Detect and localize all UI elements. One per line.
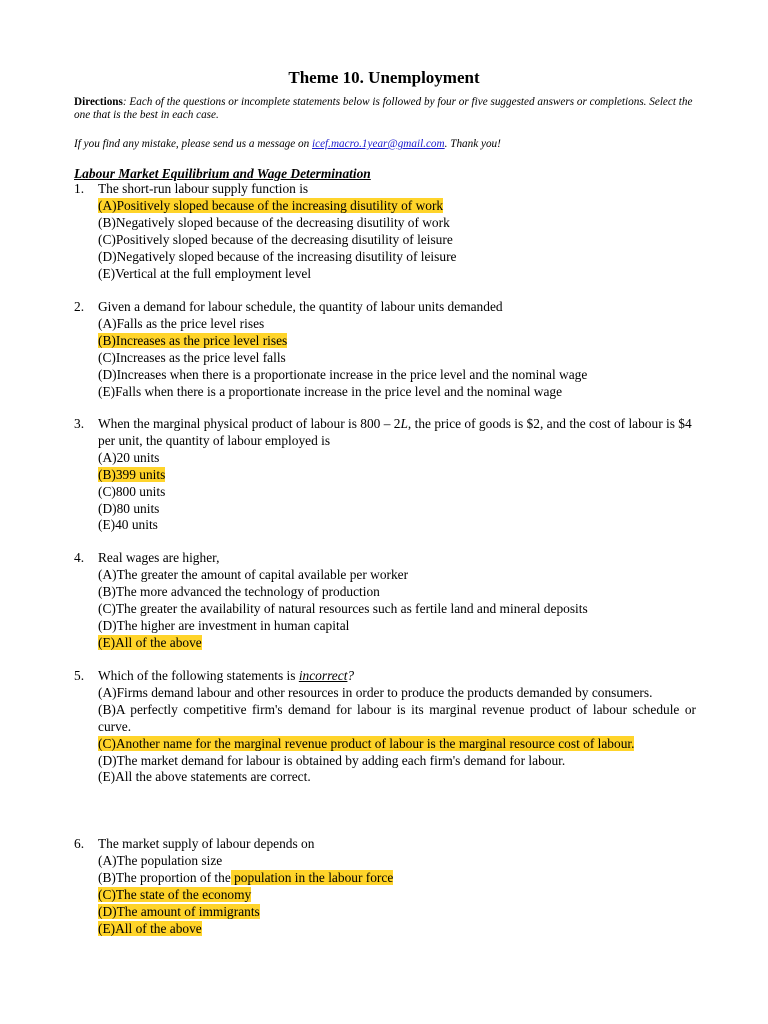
option-label: (E) [98, 265, 116, 281]
option-text: Increases when there is a proportionate increase in the price level and the nominal wage [116, 366, 588, 382]
option-text: The proportion of the [115, 869, 231, 885]
option-a [98, 316, 696, 333]
answer-highlight [98, 887, 251, 902]
stem-emphasis: incorrect [298, 668, 348, 683]
option-text: The greater the amount of capital available per worker [116, 566, 409, 582]
question-number: 6. [74, 836, 85, 851]
option-label: (B) [98, 701, 116, 717]
option-label: (B) [98, 869, 116, 885]
question-stem: Real wages are higher, [98, 550, 220, 565]
question-stem [98, 668, 696, 685]
option-text: The population size [116, 852, 223, 868]
option-text: Another name for the marginal revenue product of labour is the marginal resource cost of labour. [115, 735, 635, 751]
option-a [98, 853, 696, 870]
option-text: Falls as the price level rises [116, 315, 265, 331]
directions [74, 96, 694, 122]
option-label: (E) [98, 517, 116, 533]
option-text: 40 units [115, 517, 158, 533]
option-b [98, 467, 696, 484]
option-e [98, 635, 696, 652]
option-text: 80 units [116, 500, 160, 516]
option-b [98, 702, 696, 736]
directions-text: : Each of the questions or incomplete statements below is followed by four or five suggested answers or completions. Select the one that is the best in each case. [74, 96, 693, 121]
question-stem: Given a demand for labour schedule, the quantity of labour units demanded [98, 299, 503, 314]
mistake-note-after: . Thank you! [444, 138, 501, 150]
option-label: (A) [98, 315, 117, 331]
stem-variable: L [400, 416, 408, 431]
option-label: (E) [98, 634, 116, 650]
option-text: The amount of immigrants [116, 903, 260, 919]
option-text: 800 units [115, 483, 166, 499]
question-4 [74, 550, 696, 651]
question-stem: The market supply of labour depends on [98, 836, 315, 851]
option-label: (A) [98, 197, 117, 213]
option-b [98, 584, 696, 601]
section-title: Labour Market Equilibrium and Wage Determination [74, 166, 371, 181]
option-a [98, 685, 696, 702]
option-text: Firms demand labour and other resources in order to produce the products demanded by consumers. [116, 684, 653, 700]
option-text: The more advanced the technology of production [115, 583, 380, 599]
answer-highlight: population in the labour force [230, 869, 394, 885]
option-text: Negatively sloped because of the increasing disutility of leisure [116, 248, 457, 264]
question-number: 5. [74, 668, 85, 683]
option-label: (B) [98, 466, 116, 482]
option-text: 399 units [115, 466, 166, 482]
stem-part: Which of the following statements is [98, 668, 299, 683]
option-text: The greater the availability of natural resources such as fertile land and mineral deposits [115, 600, 588, 616]
option-text: A perfectly competitive firm's demand for labour is its marginal revenue product of labour schedule or curve. [98, 701, 696, 734]
option-d [98, 249, 696, 266]
option-label: (A) [98, 566, 117, 582]
option-label: (D) [98, 248, 117, 264]
option-text: All the above statements are correct. [115, 769, 311, 785]
stem-part: , the price of goods is $2, and the cost of labour is $4 per unit, the quantity of labour employed is [98, 416, 692, 448]
mistake-note [74, 138, 694, 150]
option-c [98, 232, 696, 249]
option-label: (C) [98, 231, 116, 247]
option-label: (D) [98, 752, 117, 768]
option-e [98, 517, 696, 534]
option-a [98, 198, 696, 215]
option-c [98, 484, 696, 501]
option-d [98, 753, 696, 770]
question-number: 3. [74, 416, 85, 431]
answer-highlight [98, 198, 443, 213]
stem-part: ? [347, 668, 355, 683]
option-c [98, 887, 696, 904]
option-b [98, 215, 696, 232]
option-label: (B) [98, 332, 116, 348]
option-text: The market demand for labour is obtained by adding each firm's demand for labour. [116, 752, 566, 768]
question-1 [74, 181, 696, 282]
directions-label: Directions [74, 96, 123, 108]
option-text: All of the above [115, 634, 202, 650]
option-e [98, 921, 696, 938]
option-label: (E) [98, 920, 116, 936]
option-text: 20 units [116, 449, 160, 465]
question-2 [74, 299, 696, 400]
option-label: (B) [98, 583, 116, 599]
option-text: Positively sloped because of the decreasing disutility of leisure [115, 231, 453, 247]
option-text: Increases as the price level falls [115, 349, 286, 365]
question-3 [74, 416, 696, 534]
option-d [98, 904, 696, 921]
option-label: (D) [98, 366, 117, 382]
option-d [98, 618, 696, 635]
option-text: Positively sloped because of the increasing disutility of work [116, 197, 444, 213]
stem-part: When the marginal physical product of labour is 800 – 2 [98, 416, 401, 431]
option-text: Falls when there is a proportionate increase in the price level and the nominal wage [115, 383, 563, 399]
option-label: (A) [98, 684, 117, 700]
answer-highlight [98, 467, 165, 482]
question-number: 1. [74, 181, 85, 196]
option-text: The higher are investment in human capital [116, 617, 350, 633]
question-5 [74, 668, 696, 786]
option-label: (E) [98, 383, 116, 399]
option-d [98, 367, 696, 384]
answer-highlight [98, 736, 634, 751]
option-text: The state of the economy [115, 886, 252, 902]
option-label: (C) [98, 735, 116, 751]
option-label: (A) [98, 449, 117, 465]
question-stem [98, 416, 696, 450]
option-c [98, 736, 696, 753]
option-label: (C) [98, 349, 116, 365]
answer-highlight [98, 921, 202, 936]
option-c [98, 350, 696, 367]
option-text: Negatively sloped because of the decreasing disutility of work [115, 214, 450, 230]
option-a [98, 450, 696, 467]
option-e [98, 266, 696, 283]
page-title: Theme 10. Unemployment [288, 68, 480, 87]
option-label: (C) [98, 600, 116, 616]
question-number: 2. [74, 299, 85, 314]
option-a [98, 567, 696, 584]
option-label: (E) [98, 769, 116, 785]
question-6 [74, 836, 696, 937]
option-label: (D) [98, 903, 117, 919]
option-b [98, 333, 696, 350]
answer-highlight [98, 904, 260, 919]
option-text: Increases as the price level rises [115, 332, 288, 348]
option-label: (D) [98, 617, 117, 633]
option-d [98, 501, 696, 518]
option-label: (C) [98, 886, 116, 902]
option-e [98, 769, 696, 786]
question-stem: The short-run labour supply function is [98, 181, 309, 196]
email-link[interactable]: icef.macro.1year@gmail.com [312, 138, 445, 150]
option-c [98, 601, 696, 618]
question-number: 4. [74, 550, 85, 565]
option-b [98, 870, 696, 887]
mistake-note-before: If you find any mistake, please send us a message on [74, 138, 313, 150]
option-text: All of the above [115, 920, 202, 936]
option-text: Vertical at the full employment level [115, 265, 312, 281]
answer-highlight [98, 635, 202, 650]
option-label: (B) [98, 214, 116, 230]
option-label: (D) [98, 500, 117, 516]
answer-highlight [98, 333, 287, 348]
option-label: (C) [98, 483, 116, 499]
option-label: (A) [98, 852, 117, 868]
option-e [98, 384, 696, 401]
